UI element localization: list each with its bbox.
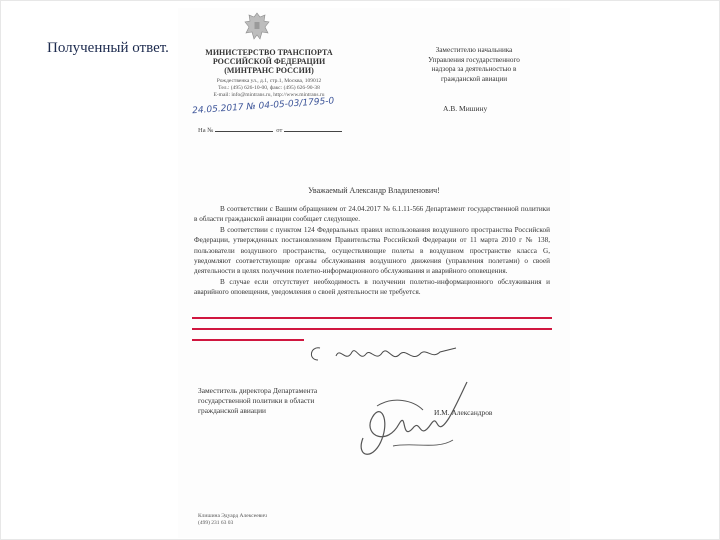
signer-title-line: государственной политики в области xyxy=(198,396,315,405)
ministry-name-line: РОССИЙСКОЙ ФЕДЕРАЦИИ xyxy=(212,57,326,66)
recipient-name: А.В. Мишину xyxy=(443,104,488,113)
ministry-name-line: МИНИСТЕРСТВО ТРАНСПОРТА xyxy=(205,48,333,57)
signature xyxy=(353,376,473,466)
signer-name: И.М. Александров xyxy=(434,408,493,417)
ministry-name xyxy=(194,48,344,75)
recipient-line: надзора за деятельностью в xyxy=(431,65,517,74)
contact-line: Тел.: (495) 626-10-00, факс: (495) 626-90-38 xyxy=(218,85,320,91)
signer-title-line: Заместитель директора Департамента xyxy=(198,386,318,395)
letter-scan xyxy=(178,8,570,538)
executor-name: Клишина Эдуард Алексеевич xyxy=(198,513,267,519)
recipient-line: Заместителю начальника xyxy=(435,46,513,54)
contact-line: Рождественка ул., д.1, стр.1, Москва, 109012 xyxy=(216,78,322,84)
ref-number-label: На № xyxy=(198,127,214,134)
ministry-contacts xyxy=(194,78,344,99)
highlight-underline xyxy=(192,328,552,330)
executor-info xyxy=(198,513,267,527)
highlight-underline xyxy=(192,339,304,341)
recipient-line: гражданской авиации xyxy=(440,74,508,83)
reference-line xyxy=(198,125,342,134)
executor-phone: (499) 231 63 03 xyxy=(198,520,234,526)
signer-title-line: гражданской авиации xyxy=(198,406,266,415)
signer-title xyxy=(198,386,368,416)
highlight-underline xyxy=(192,317,552,319)
recipient-line: Управления государственного xyxy=(428,55,520,64)
handwritten-closing xyxy=(306,342,466,372)
ref-date-label: от xyxy=(276,127,283,134)
salutation: Уважаемый Александр Владиленович! xyxy=(308,186,440,195)
body-paragraph: В случае если отсутствует необходимость в получении полетно-информационного обслуживания и аварийного оповещения, уведомления о своей деятельности не требуется. xyxy=(194,277,550,297)
body-paragraph: В соответствии с пунктом 124 Федеральных правил использования воздушного пространства Российской Федерации, утвержденных постановлением Правительства Российской Федерации от 11 марта 2010 г № 138, пользователи воздушного пространства, осуществляющие полеты в воздушном пространстве класса G, уведомляют соответствующие органы обслуживания воздушного движения (управления полетами) о своей деятельности в целях получения полетно-информационного обслуживания и аварийного оповещения. xyxy=(194,225,550,276)
contact-line: E-mail: info@mintrans.ru, http://www.mintrans.ru xyxy=(213,92,325,98)
recipient-block xyxy=(404,46,544,84)
letter-body xyxy=(194,204,550,298)
coat-of-arms-icon xyxy=(243,10,271,44)
slide-caption: Полученный ответ. xyxy=(47,40,169,56)
ministry-name-line: (МИНТРАНС РОССИИ) xyxy=(224,66,314,75)
body-paragraph: В соответствии с Вашим обращением от 24.04.2017 № 6.1.11-566 Департамент государственной политики в области гражданской авиации сообщает следующее. xyxy=(194,205,550,224)
registration-stamp: 24.05.2017 № 04-05-03/1795-0 xyxy=(191,96,335,117)
